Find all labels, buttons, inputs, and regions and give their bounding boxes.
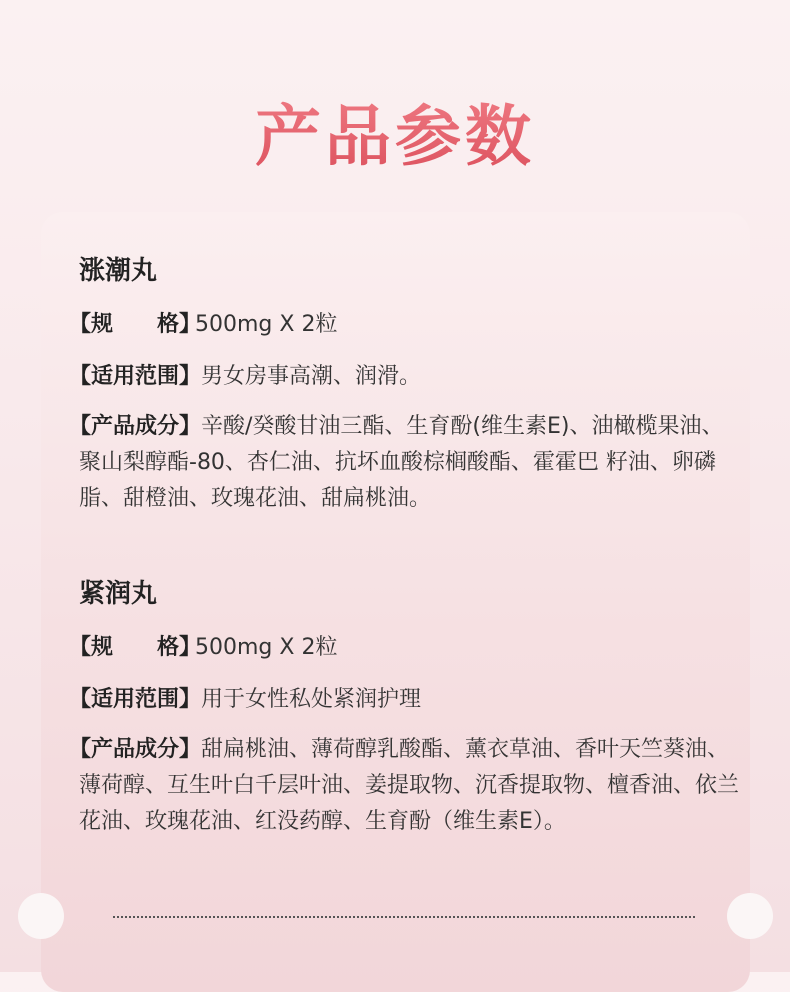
spec-value: 500mg X 2粒 [195, 312, 338, 337]
usage-row [69, 682, 739, 718]
page-title: 产品参数 [0, 92, 790, 182]
spec-row [69, 630, 739, 666]
product-name: 紧润丸 [79, 579, 158, 609]
usage-label: 【适用范围】 [69, 687, 202, 712]
ingredients-label: 【产品成分】 [69, 737, 202, 762]
ingredients-row [69, 409, 739, 517]
ingredients-value: 甜扁桃油、薄荷醇乳酸酯、薰衣草油、香叶天竺葵油、薄荷醇、互生叶白千层叶油、姜提取物、沉香提取物、檀香油、依兰花油、玫瑰花油、红没药醇、生育酚（维生素E）。 [79, 737, 740, 834]
usage-value: 用于女性私处紧润护理 [201, 687, 422, 712]
ticket-notch-left [18, 893, 64, 939]
usage-label: 【适用范围】 [69, 364, 202, 389]
usage-row [69, 359, 739, 395]
product-section-jinrun [69, 578, 740, 840]
dotted-divider [113, 916, 695, 918]
spec-value: 500mg X 2粒 [195, 635, 338, 660]
spec-label: 【规 格】 [69, 635, 202, 660]
ingredients-row [69, 732, 740, 840]
spec-row [69, 307, 739, 343]
product-section-zhangchao [69, 255, 739, 517]
ticket-notch-right [727, 893, 773, 939]
product-name: 涨潮丸 [79, 256, 158, 286]
spec-label: 【规 格】 [69, 312, 202, 337]
ingredients-label: 【产品成分】 [69, 414, 202, 439]
usage-value: 男女房事高潮、润滑。 [201, 364, 422, 389]
ingredients-value: 辛酸/癸酸甘油三酯、生育酚(维生素E)、油橄榄果油、聚山梨醇酯-80、杏仁油、抗坏血酸棕榈酸酯、霍霍巴 籽油、卵磷脂、甜橙油、玫瑰花油、甜扁桃油。 [79, 414, 724, 511]
